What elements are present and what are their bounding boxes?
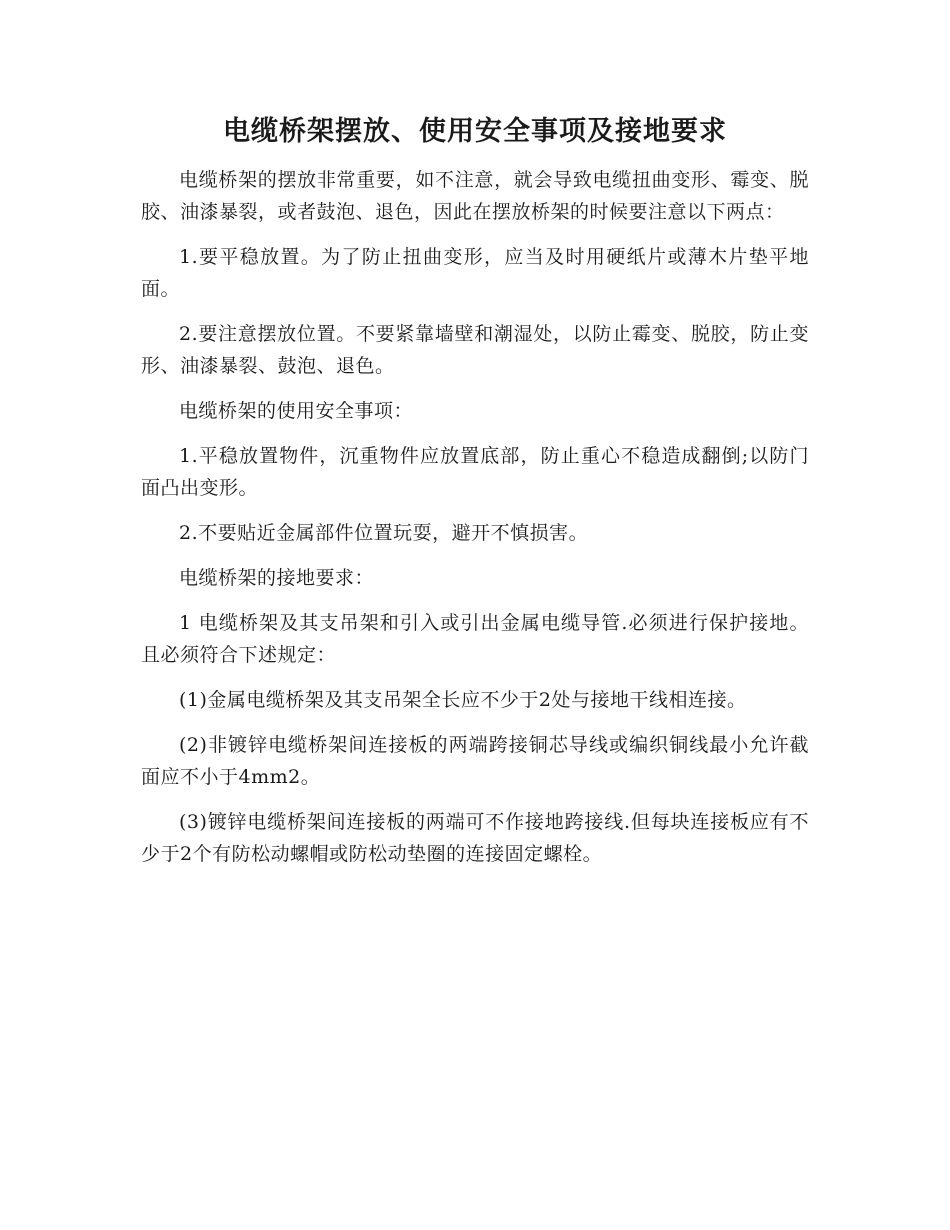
paragraph-placement-1: 1.要平稳放置。为了防止扭曲变形，应当及时用硬纸片或薄木片垫平地面。 <box>141 246 809 300</box>
document-body <box>141 110 809 883</box>
paragraph-safety-heading: 电缆桥架的使用安全事项： <box>179 400 414 422</box>
paragraph-safety-2: 2.不要贴近金属部件位置玩耍，避开不慎损害。 <box>179 522 589 544</box>
paragraph-grounding-heading: 电缆桥架的接地要求： <box>179 567 375 589</box>
paragraph-grounding-1: 1 电缆桥架及其支吊架和引入或引出金属电缆导管.必须进行保护接地。且必须符合下述规定： <box>141 612 809 666</box>
paragraph-intro: 电缆桥架的摆放非常重要，如不注意，就会导致电缆扭曲变形、霉变、脱胶、油漆暴裂，或者鼓泡、退色，因此在摆放桥架的时候要注意以下两点： <box>141 169 809 223</box>
document-title: 电缆桥架摆放、使用安全事项及接地要求 <box>223 116 727 147</box>
paragraph-grounding-rule-2: (2)非镀锌电缆桥架间连接板的两端跨接铜芯导线或编织铜线最小允许截面应不小于4mm2。 <box>141 734 809 788</box>
paragraph-safety-1: 1.平稳放置物件，沉重物件应放置底部，防止重心不稳造成翻倒;以防门面凸出变形。 <box>141 445 809 499</box>
paragraph-placement-2: 2.要注意摆放位置。不要紧靠墙壁和潮湿处，以防止霉变、脱胶，防止变形、油漆暴裂、鼓泡、退色。 <box>141 323 809 377</box>
paragraph-grounding-rule-1: (1)金属电缆桥架及其支吊架全长应不少于2处与接地干线相连接。 <box>179 689 747 711</box>
paragraph-grounding-rule-3: (3)镀锌电缆桥架间连接板的两端可不作接地跨接线.但每块连接板应有不少于2个有防松动螺帽或防松动垫圈的连接固定螺栓。 <box>141 811 809 865</box>
